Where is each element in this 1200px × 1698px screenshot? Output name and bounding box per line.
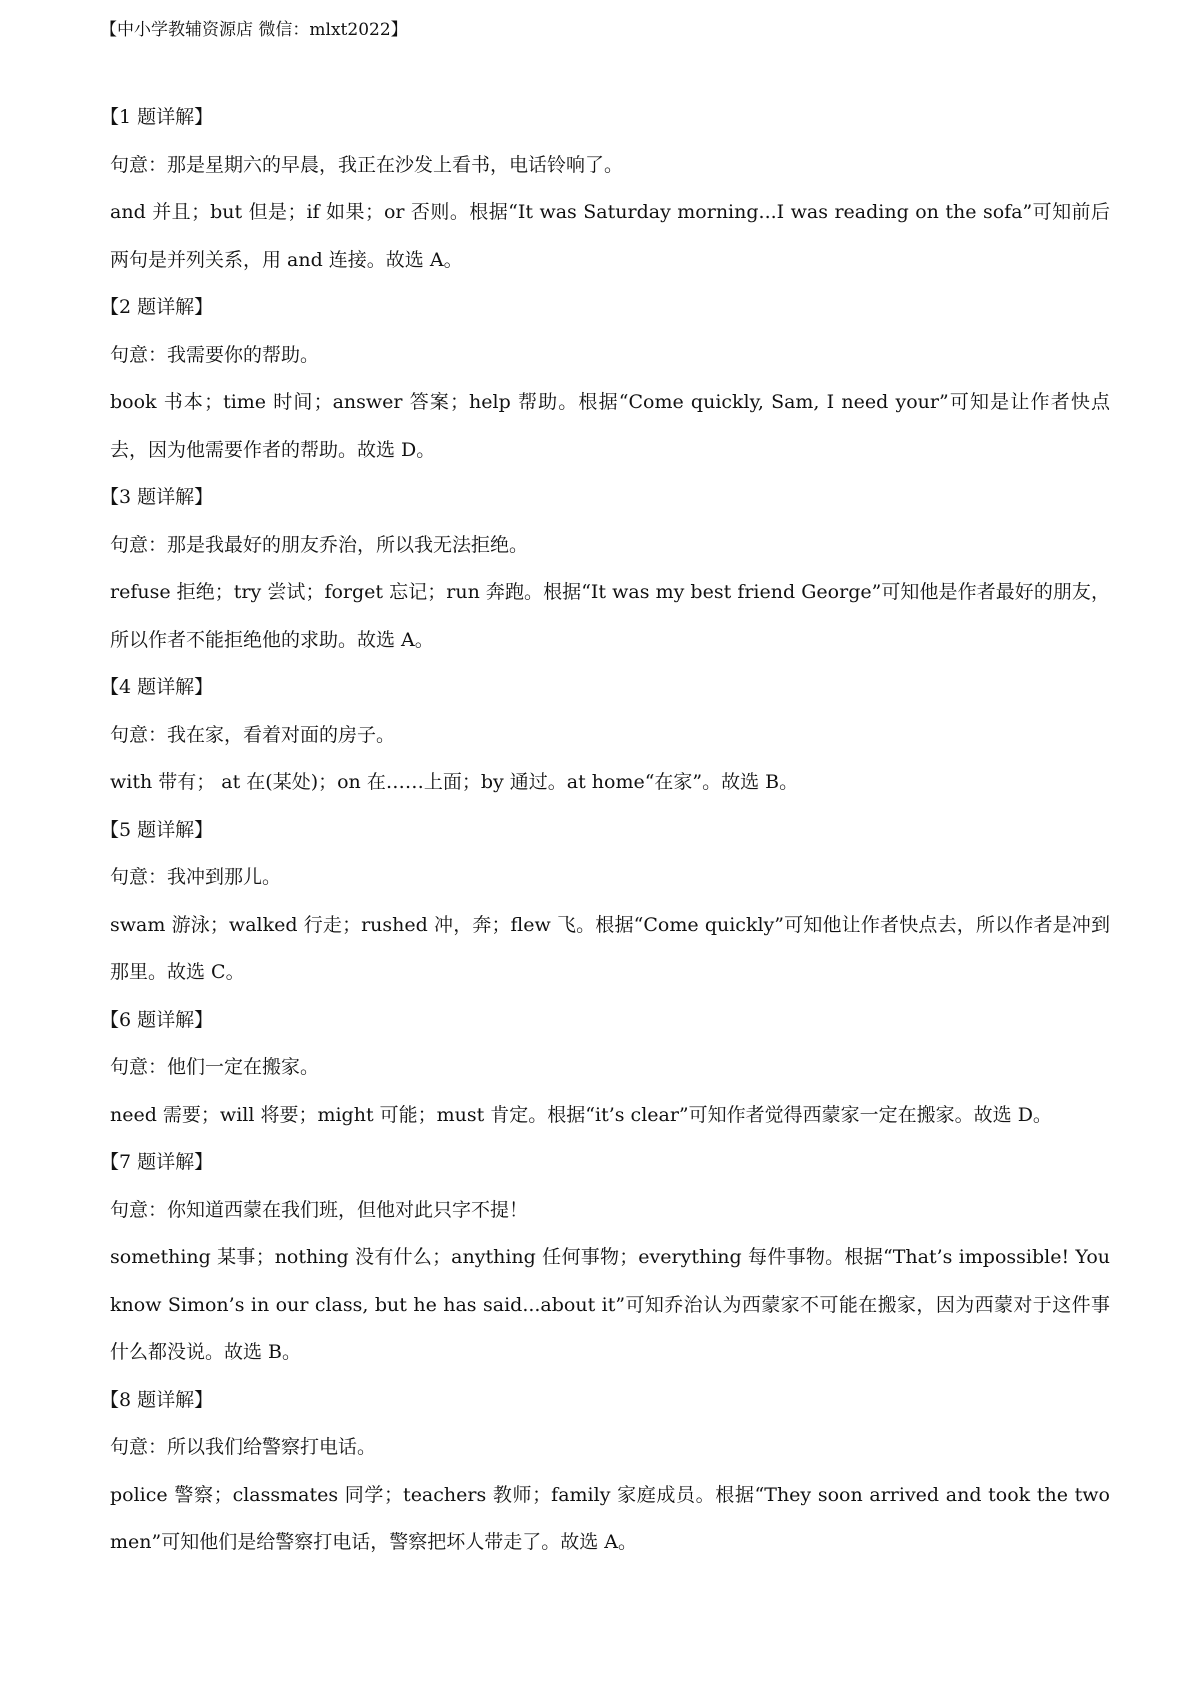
item-6-explanation: need 需要；will 将要；might 可能；must 肯定。根据“it’s clear”可知作者觉得西蒙家一定在搬家。故选 D。 — [110, 1103, 1052, 1126]
item-1-meaning: 句意：那是星期六的早晨，我正在沙发上看书，电话铃响了。 — [110, 153, 624, 176]
item-8-heading: 【8 题详解】 — [100, 1388, 214, 1411]
item-7-explanation: something 某事；nothing 没有什么；anything 任何事物；everything 每件事物。根据“That’s impossible! You know Simon’s in our class, but he has said...about it”可知乔治认为西蒙家不可能在搬家，因为西蒙对于这件事什么都没说。故选 B。 — [110, 1246, 1110, 1363]
answer-explanations — [100, 94, 1110, 1567]
item-2-meaning: 句意：我需要你的帮助。 — [110, 343, 320, 366]
item-5-meaning: 句意：我冲到那儿。 — [110, 866, 282, 888]
item-4-meaning: 句意：我在家，看着对面的房子。 — [110, 723, 396, 746]
item-7-heading: 【7 题详解】 — [100, 1151, 214, 1173]
item-6-heading: 【6 题详解】 — [100, 1008, 214, 1031]
item-6-meaning: 句意：他们一定在搬家。 — [110, 1056, 320, 1078]
watermark-header: 【中小学教辅资源店 微信：mlxt2022】 — [100, 20, 408, 40]
item-8-explanation: police 警察；classmates 同学；teachers 教师；family 家庭成员。根据“They soon arrived and took the two men”可知他们是给警察打电话，警察把坏人带走了。故选 A。 — [110, 1483, 1110, 1553]
item-3-explanation: refuse 拒绝；try 尝试；forget 忘记；run 奔跑。根据“It was my best friend George”可知他是作者最好的朋友，所以作者不能拒绝他的求助。故选 A。 — [110, 581, 1110, 651]
item-3-heading: 【3 题详解】 — [100, 486, 214, 508]
item-1-heading: 【1 题详解】 — [100, 106, 214, 128]
item-1-explanation: and 并且；but 但是；if 如果；or 否则。根据“It was Saturday morning...I was reading on the sofa”可知前后两句是并列关系，用 and 连接。故选 A。 — [110, 201, 1110, 271]
item-5-heading: 【5 题详解】 — [100, 818, 214, 841]
item-8-meaning: 句意：所以我们给警察打电话。 — [110, 1436, 377, 1458]
item-4-explanation: with 带有； at 在(某处)；on 在……上面；by 通过。at home“在家”。故选 B。 — [110, 771, 799, 793]
item-5-explanation: swam 游泳；walked 行走；rushed 冲，奔；flew 飞。根据“Come quickly”可知他让作者快点去，所以作者是冲到那里。故选 C。 — [110, 913, 1110, 983]
item-2-heading: 【2 题详解】 — [100, 296, 214, 318]
item-4-heading: 【4 题详解】 — [100, 676, 214, 698]
item-7-meaning: 句意：你知道西蒙在我们班，但他对此只字不提！ — [110, 1198, 529, 1221]
item-2-explanation: book 书本；time 时间；answer 答案；help 帮助。根据“Come quickly, Sam, I need your”可知是让作者快点去，因为他需要作者的帮助。故选 D。 — [110, 391, 1110, 461]
item-3-meaning: 句意：那是我最好的朋友乔治，所以我无法拒绝。 — [110, 533, 529, 556]
